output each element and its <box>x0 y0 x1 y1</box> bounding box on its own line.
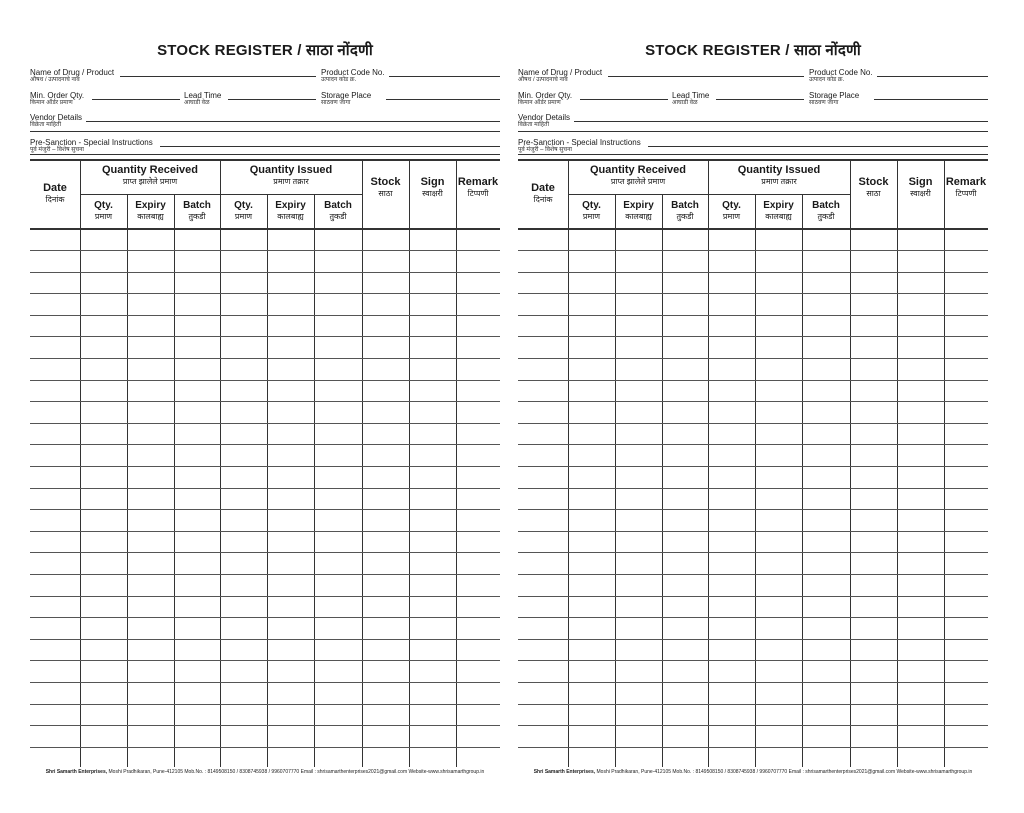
header-label-marathi: कालबाह्य <box>765 212 792 221</box>
storage-place-input-line[interactable] <box>386 99 500 100</box>
field-label-marathi: औषध / उत्पादनाचे नाव <box>518 77 568 83</box>
table-row <box>518 401 988 402</box>
header-quantity-issued <box>708 164 850 187</box>
header-quantity-received <box>80 164 220 187</box>
header-label-marathi: कालबाह्य <box>625 212 652 221</box>
header-label: Quantity Issued <box>249 164 333 176</box>
table-row <box>30 704 500 705</box>
header-issued-qty <box>220 200 267 221</box>
register-page-right <box>518 0 988 813</box>
table-row <box>518 444 988 445</box>
header-label: Qty. <box>94 200 113 211</box>
min-order-qty-input-line[interactable] <box>580 99 668 100</box>
table-row <box>30 466 500 467</box>
header-issued-batch <box>314 200 362 221</box>
header-label: Expiry <box>623 200 654 211</box>
header-label-marathi: स्वाक्षरी <box>422 189 443 198</box>
footer-company: Shri Samarth Enterprises, <box>45 769 108 775</box>
header-label-marathi: तुकडी <box>676 212 694 221</box>
header-label: Date <box>43 182 67 194</box>
table-top-border <box>518 159 988 161</box>
table-row <box>30 725 500 726</box>
column-divider <box>568 160 569 767</box>
header-label: Quantity Received <box>590 164 686 176</box>
table-row <box>518 380 988 381</box>
header-label-marathi: प्रमाण तक्रार <box>273 177 309 186</box>
header-label: Batch <box>812 200 840 211</box>
page-title: STOCK REGISTER / साठा नोंदणी <box>157 42 373 59</box>
table-row <box>518 531 988 532</box>
column-divider <box>220 160 221 767</box>
header-issued-batch <box>802 200 850 221</box>
header-label: Qty. <box>234 200 253 211</box>
header-label-marathi: प्रमाण तक्रार <box>761 177 797 186</box>
header-label: Expiry <box>135 200 166 211</box>
field-label: Min. Order Qty. <box>30 91 85 100</box>
field-label-marathi: साठवण जागा <box>809 100 839 106</box>
product-code-input-line[interactable] <box>877 76 988 77</box>
header-sign <box>897 176 944 199</box>
table-row <box>30 488 500 489</box>
vendor-details-input-line[interactable] <box>86 121 500 122</box>
header-label: Batch <box>183 200 211 211</box>
field-vendor-details <box>518 113 570 129</box>
header-issued-expiry <box>755 200 802 221</box>
table-row <box>518 596 988 597</box>
header-remark <box>944 176 988 199</box>
header-label: Expiry <box>275 200 306 211</box>
table-row <box>30 444 500 445</box>
header-quantity-issued <box>220 164 362 187</box>
header-received-expiry <box>127 200 174 221</box>
field-product-code <box>321 68 385 84</box>
column-divider <box>850 160 851 767</box>
register-page-left <box>30 0 500 813</box>
header-remark <box>456 176 500 199</box>
vendor-details-input-line-2[interactable] <box>518 131 988 132</box>
header-label-marathi: प्रमाण <box>722 212 741 221</box>
table-row <box>30 336 500 337</box>
field-pre-sanction <box>518 138 641 154</box>
header-label-marathi: प्रमाण <box>94 212 113 221</box>
field-label: Vendor Details <box>518 113 571 122</box>
table-row <box>518 358 988 359</box>
table-row <box>518 574 988 575</box>
header-label-marathi: तुकडी <box>329 212 347 221</box>
header-label-marathi: तुकडी <box>188 212 206 221</box>
table-row <box>518 423 988 424</box>
column-divider <box>897 160 898 767</box>
header-label-marathi: तुकडी <box>817 212 835 221</box>
header-label: Quantity Issued <box>737 164 821 176</box>
field-label: Pre-Sanction - Special Instructions <box>30 138 153 147</box>
field-label: Vendor Details <box>30 113 83 122</box>
table-row <box>518 488 988 489</box>
header-label-marathi: साठा <box>866 189 881 198</box>
field-min-order-qty <box>518 91 572 107</box>
table-subheader-divider <box>568 194 850 195</box>
field-label-marathi: साठवण जागा <box>321 100 351 106</box>
storage-place-input-line[interactable] <box>874 99 988 100</box>
field-label-marathi: पूर्व मंजुरी – विशेष सुचना <box>30 147 84 153</box>
field-lead-time <box>672 91 709 107</box>
table-row <box>30 293 500 294</box>
vendor-details-input-line-2[interactable] <box>30 131 500 132</box>
header-label-marathi: कालबाह्य <box>277 212 304 221</box>
header-received-qty <box>80 200 127 221</box>
field-label-marathi: औषध / उत्पादनाचे नाव <box>30 77 80 83</box>
header-label-marathi: स्वाक्षरी <box>910 189 931 198</box>
header-label: Stock <box>370 176 401 188</box>
header-received-qty <box>568 200 615 221</box>
header-issued-qty <box>708 200 755 221</box>
table-row <box>518 617 988 618</box>
field-label: Min. Order Qty. <box>518 91 573 100</box>
field-label: Lead Time <box>184 91 222 100</box>
field-storage-place <box>321 91 371 107</box>
field-label: Lead Time <box>672 91 710 100</box>
field-name-of-drug <box>30 68 114 84</box>
field-label: Product Code No. <box>809 68 873 77</box>
column-divider <box>708 160 709 767</box>
header-received-expiry <box>615 200 662 221</box>
page-title: STOCK REGISTER / साठा नोंदणी <box>645 42 861 59</box>
field-vendor-details <box>30 113 82 129</box>
header-received-batch <box>662 200 708 221</box>
header-label-marathi: प्राप्त झालेले प्रमाण <box>610 177 666 186</box>
field-name-of-drug <box>518 68 602 84</box>
table-row <box>30 358 500 359</box>
table-row <box>518 315 988 316</box>
field-product-code <box>809 68 873 84</box>
header-label-marathi: प्रमाण <box>234 212 253 221</box>
field-label: Pre-Sanction - Special Instructions <box>518 138 641 147</box>
table-row <box>30 574 500 575</box>
header-quantity-received <box>568 164 708 187</box>
field-label-marathi: किमान ऑर्डर प्रमाण <box>518 100 561 106</box>
header-label: Quantity Received <box>102 164 198 176</box>
header-label-marathi: टिप्पणी <box>467 189 489 198</box>
table-row <box>30 660 500 661</box>
table-row <box>518 682 988 683</box>
table-row <box>30 682 500 683</box>
table-row <box>30 250 500 251</box>
name-of-drug-input-line[interactable] <box>608 76 804 77</box>
table-row <box>30 596 500 597</box>
header-label-marathi: दिनांक <box>45 195 65 204</box>
header-label-marathi: दिनांक <box>533 195 553 204</box>
header-stock <box>850 176 897 199</box>
header-received-batch <box>174 200 220 221</box>
footer-details: Moshi Pradhikaran, Pune-412105 Mob.No. : 8149508150 / 8308745938 / 9960707770 Email : shrisamarthenterprises2021@gmail.com Website-www.shrisamarthgroup.in <box>595 769 973 775</box>
header-sign <box>409 176 456 199</box>
field-label-marathi: उत्पादन कोड क्र. <box>321 77 357 83</box>
table-row <box>30 617 500 618</box>
table-row <box>30 552 500 553</box>
table-row <box>30 423 500 424</box>
min-order-qty-input-line[interactable] <box>92 99 180 100</box>
field-label: Storage Place <box>809 91 860 100</box>
table-subheader-divider <box>80 194 362 195</box>
table-row <box>518 660 988 661</box>
header-label: Expiry <box>763 200 794 211</box>
product-code-input-line[interactable] <box>389 76 500 77</box>
header-label-marathi: प्रमाण <box>582 212 601 221</box>
column-divider <box>362 160 363 767</box>
vendor-details-input-line[interactable] <box>574 121 988 122</box>
header-label: Sign <box>908 176 933 188</box>
lead-time-input-line[interactable] <box>716 99 804 100</box>
name-of-drug-input-line[interactable] <box>120 76 316 77</box>
field-label-marathi: आघाडी वेळ <box>672 100 698 106</box>
table-row <box>518 639 988 640</box>
table-header-bottom-border <box>518 228 988 230</box>
field-label: Storage Place <box>321 91 372 100</box>
table-row <box>518 250 988 251</box>
field-label-marathi: पूर्व मंजुरी – विशेष सुचना <box>518 147 572 153</box>
table-row <box>30 315 500 316</box>
table-row <box>518 552 988 553</box>
field-label-marathi: किमान ऑर्डर प्रमाण <box>30 100 73 106</box>
table-row <box>30 509 500 510</box>
field-lead-time <box>184 91 221 107</box>
table-row <box>30 401 500 402</box>
field-min-order-qty <box>30 91 84 107</box>
column-divider <box>409 160 410 767</box>
header-label: Qty. <box>582 200 601 211</box>
field-storage-place <box>809 91 859 107</box>
pre-sanction-input-line-2[interactable] <box>30 154 500 155</box>
table-row <box>30 747 500 748</box>
field-label: Product Code No. <box>321 68 385 77</box>
lead-time-input-line[interactable] <box>228 99 316 100</box>
pre-sanction-input-line-2[interactable] <box>518 154 988 155</box>
table-row <box>30 639 500 640</box>
table-header-bottom-border <box>30 228 500 230</box>
column-divider <box>80 160 81 767</box>
field-label-marathi: विक्रेता माहिती <box>518 122 549 128</box>
field-label-marathi: आघाडी वेळ <box>184 100 210 106</box>
table-row <box>518 704 988 705</box>
field-label-marathi: उत्पादन कोड क्र. <box>809 77 845 83</box>
table-row <box>518 293 988 294</box>
table-row <box>518 336 988 337</box>
footer-company: Shri Samarth Enterprises, <box>533 769 596 775</box>
footer <box>30 769 500 775</box>
pre-sanction-input-line[interactable] <box>648 146 988 147</box>
table-row <box>30 380 500 381</box>
header-label: Sign <box>420 176 445 188</box>
header-label: Remark <box>945 176 987 188</box>
field-pre-sanction <box>30 138 153 154</box>
header-stock <box>362 176 409 199</box>
header-label-marathi: प्राप्त झालेले प्रमाण <box>122 177 178 186</box>
header-label: Batch <box>324 200 352 211</box>
table-row <box>518 466 988 467</box>
header-label: Batch <box>671 200 699 211</box>
header-label: Qty. <box>722 200 741 211</box>
column-divider <box>456 160 457 767</box>
column-divider <box>944 160 945 767</box>
header-label: Stock <box>858 176 889 188</box>
footer-details: Moshi Pradhikaran, Pune-412105 Mob.No. : 8149508150 / 8308745938 / 9960707770 Email : shrisamarthenterprises2021@gmail.com Website-www.shrisamarthgroup.in <box>107 769 485 775</box>
table-top-border <box>30 159 500 161</box>
field-label: Name of Drug / Product <box>30 68 115 77</box>
header-label-marathi: टिप्पणी <box>955 189 977 198</box>
header-date <box>518 182 568 205</box>
footer <box>518 769 988 775</box>
pre-sanction-input-line[interactable] <box>160 146 500 147</box>
field-label-marathi: विक्रेता माहिती <box>30 122 61 128</box>
header-label-marathi: कालबाह्य <box>137 212 164 221</box>
header-label-marathi: साठा <box>378 189 393 198</box>
field-label: Name of Drug / Product <box>518 68 603 77</box>
table-row <box>518 725 988 726</box>
table-row <box>30 531 500 532</box>
table-row <box>518 272 988 273</box>
header-label: Remark <box>457 176 499 188</box>
header-date <box>30 182 80 205</box>
table-row <box>30 272 500 273</box>
table-row <box>518 747 988 748</box>
header-issued-expiry <box>267 200 314 221</box>
table-row <box>518 509 988 510</box>
header-label: Date <box>531 182 555 194</box>
